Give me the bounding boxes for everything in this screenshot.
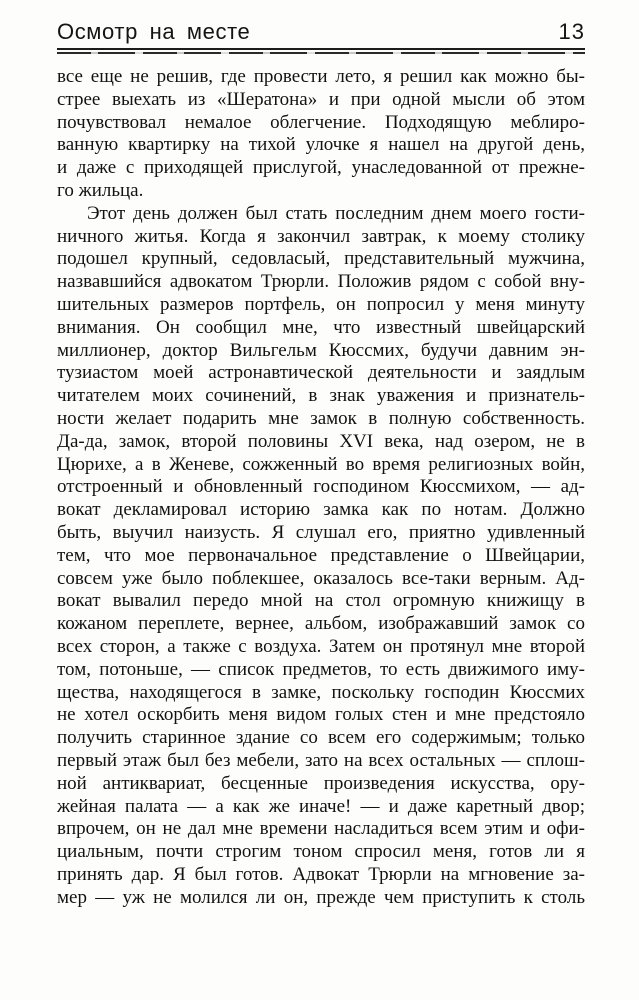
- text-line: стрее выехать из «Шератона» и при одной мысли об этом: [57, 88, 585, 110]
- text-line: быть, выучил наизусть. Я слушал его, приятно удивленный: [57, 521, 585, 543]
- text-line: и даже с приходящей прислугой, унаследованной от прежне-: [57, 157, 585, 179]
- text-line: жейная палата — а как же иначе! — и даже каретный двор;: [57, 795, 585, 817]
- text-line: мер — уж не молился ли он, прежде чем приступить к столь: [57, 886, 585, 908]
- paragraph: [57, 203, 585, 910]
- text-line: тузиастом моей астронавтической деятельности и заядлым: [57, 362, 585, 384]
- text-line: миллионер, доктор Вильгельм Кюссмих, будучи давним эн-: [57, 339, 585, 361]
- text-line: Цюрихе, а в Женеве, сожженный во время религиозных войн,: [57, 453, 585, 475]
- chapter-title: Осмотр на месте: [57, 19, 251, 44]
- text-line: Да-да, замок, второй половины XVI века, над озером, не в: [57, 430, 585, 452]
- paragraph: [57, 66, 585, 203]
- text-line: не хотел оскорбить меня видом голых стен и мне предстояло: [57, 704, 585, 726]
- text-line: первый этаж был без мебели, зато на всех остальных — сплош-: [57, 749, 585, 771]
- running-header: [57, 20, 585, 44]
- text-line: том, потоньше, — список предметов, то есть движимого иму-: [57, 658, 585, 680]
- text-line: внимания. Он сообщил мне, что известный швейцарский: [57, 316, 585, 338]
- page-text: [57, 66, 585, 909]
- header-rule-solid: [57, 48, 585, 50]
- text-line: все еще не решив, где провести лето, я решил как можно бы-: [57, 66, 585, 87]
- text-line: кожаном переплете, вернее, альбом, изображавший замок со: [57, 613, 585, 635]
- text-line: вокат декламировал историю замка как по нотам. Должно: [57, 499, 585, 521]
- text-line: назвавшийся адвокатом Трюрли. Положив рядом с собой вну-: [57, 271, 585, 293]
- text-line: отстроенный и обновленный господином Кюссмихом, — ад-: [57, 476, 585, 498]
- text-line: почувствовал немалое облегчение. Подходящую меблиро-: [57, 111, 585, 133]
- text-line: шительных размеров портфель, он попросил у меня минуту: [57, 293, 585, 315]
- text-line: получить старинное здание со всем его содержимым; только: [57, 727, 585, 749]
- text-line: совсем уже было поблекшее, оказалось все-таки верным. Ад-: [57, 567, 585, 589]
- page-number: 13: [558, 19, 585, 44]
- text-line: подошел крупный, седовласый, представительный мужчина,: [57, 248, 585, 270]
- text-line: циальным, почти строгим тоном спросил меня, готов ли я: [57, 841, 585, 863]
- text-line: го жильца.: [57, 179, 144, 201]
- text-line: Этот день должен был стать последним днем моего гости-: [87, 202, 585, 224]
- text-line: всех сторон, а также с воздуха. Затем он протянул мне второй: [57, 635, 585, 657]
- text-line: ничного житья. Когда я закончил завтрак, к моему столику: [57, 225, 585, 247]
- text-line: щества, находящегося в замке, поскольку господин Кюссмих: [57, 681, 585, 703]
- text-line: читателем моих сочинений, в знак уважения и признатель-: [57, 385, 585, 407]
- text-line: вокат вывалил передо мной на стол огромную книжищу в: [57, 590, 585, 612]
- header-rule-broken: [57, 52, 585, 54]
- text-line: ванную квартирку на тихой улочке я нашел на другой день,: [57, 134, 585, 156]
- text-line: тем, что мое первоначальное представление о Швейцарии,: [57, 544, 585, 566]
- text-line: принять дар. Я был готов. Адвокат Трюрли на мгновение за-: [57, 863, 585, 885]
- text-line: ности желает подарить мне замок в полную собственность.: [57, 407, 585, 429]
- text-line: ной антиквариат, бесценные произведения искусства, ору-: [57, 772, 585, 794]
- text-line: впрочем, он не дал мне времени насладиться всем этим и офи-: [57, 818, 585, 840]
